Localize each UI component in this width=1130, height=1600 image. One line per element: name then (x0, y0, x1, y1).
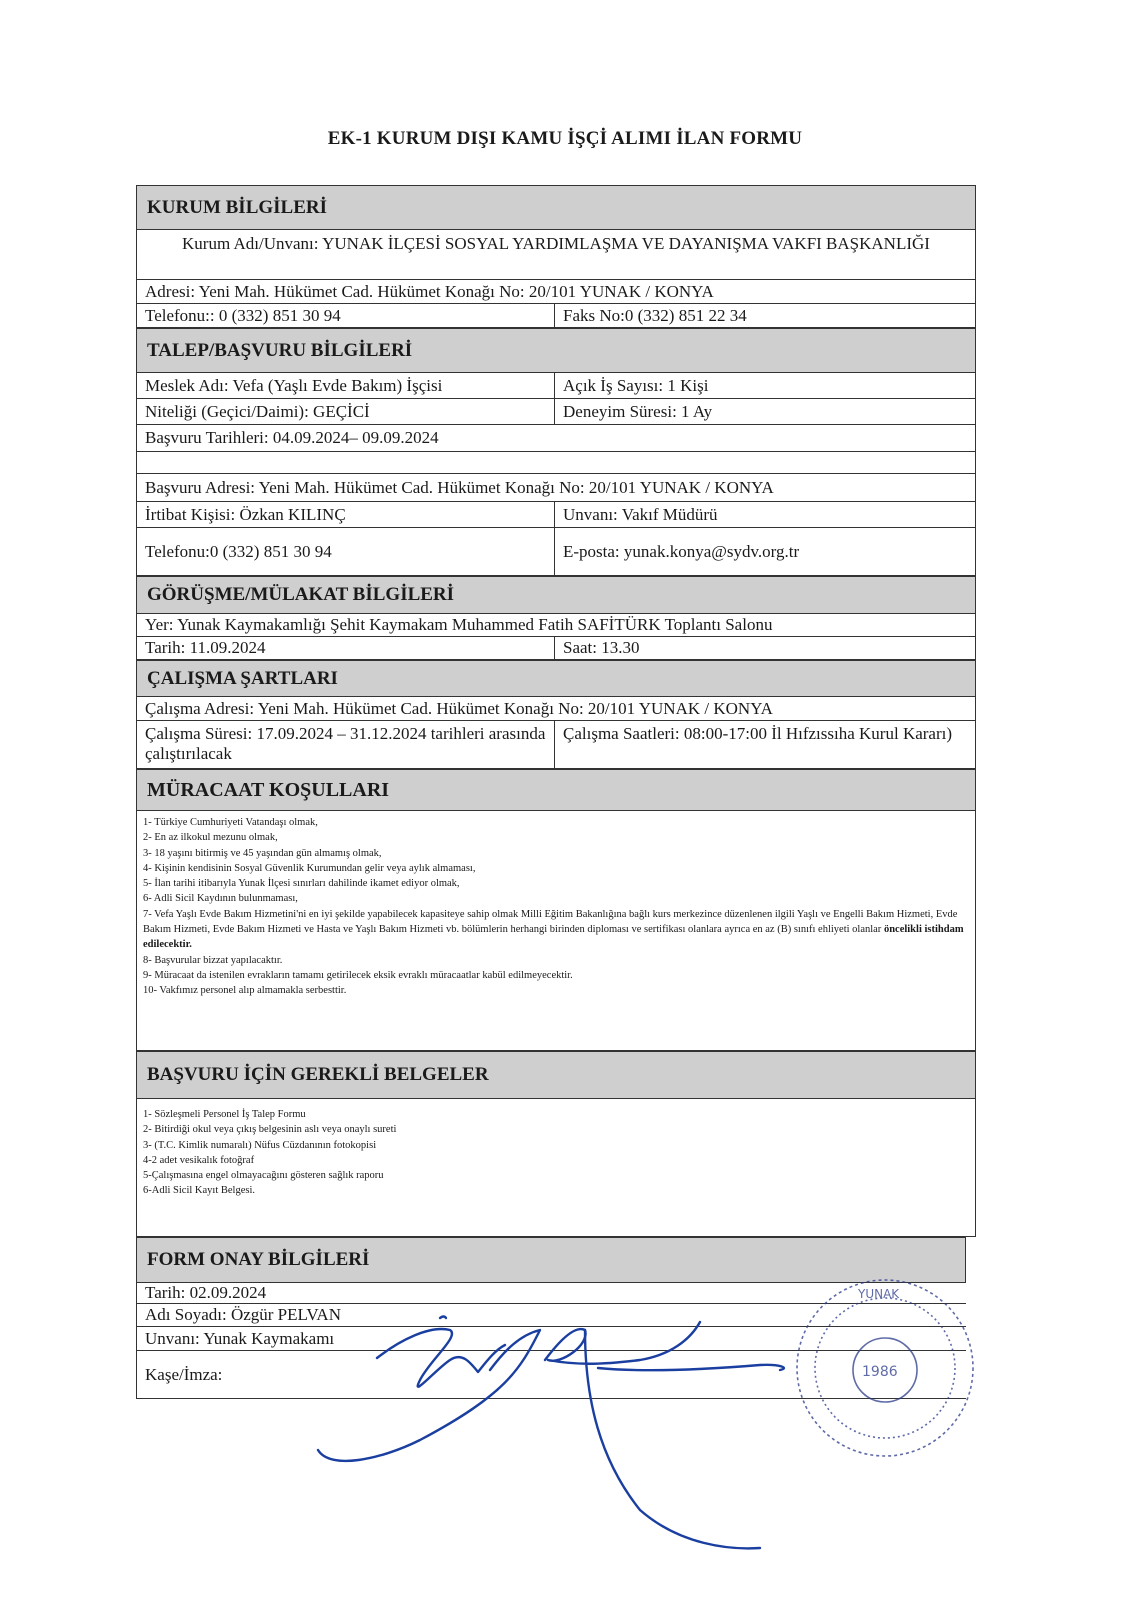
acik-is-sayisi: Açık İş Sayısı: 1 Kişi (554, 373, 977, 398)
gorusme-saat: Saat: 13.30 (554, 637, 977, 659)
row-calisma-sure (136, 721, 976, 769)
irtibat-kisisi: İrtibat Kişisi: Özkan KILINÇ (145, 504, 346, 524)
belge-item: 4-2 adet vesikalık fotoğraf (143, 1154, 255, 1166)
basvuru-adresi: Başvuru Adresi: Yeni Mah. Hükümet Cad. Hükümet Konağı No: 20/101 YUNAK / KONYA (145, 477, 774, 497)
calisma-suresi: Çalışma Süresi: 17.09.2024 – 31.12.2024 tarihleri arasında çalıştırılacak (145, 724, 546, 763)
section-header-gorusme: GÖRÜŞME/MÜLAKAT BİLGİLERİ (136, 576, 976, 614)
belge-item: 2- Bitirdiği okul veya çıkış belgesinin aslı veya onaylı sureti (143, 1124, 397, 1136)
irtibat-unvani: Unvanı: Vakıf Müdürü (554, 502, 977, 527)
onay-adi-soyadi: Adı Soyadı: Özgür PELVAN (145, 1305, 341, 1324)
section-header-calisma: ÇALIŞMA ŞARTLARI (136, 660, 976, 697)
calisma-adresi: Çalışma Adresi: Yeni Mah. Hükümet Cad. Hükümet Konağı No: 20/101 YUNAK / KONYA (145, 698, 773, 718)
muracaat-item: 8- Başvurular bizzat yapılacaktır. (143, 954, 283, 966)
row-basvuru-adresi (136, 474, 976, 502)
niteligi: Niteliği (Geçici/Daimi): GEÇİCİ (145, 401, 370, 421)
section-header-kurum: KURUM BİLGİLERİ (136, 185, 976, 230)
row-onay-unvan (136, 1327, 966, 1351)
muracaat-item: 9- Müracaat da istenilen evrakların tamamı getirilecek eksik evraklı müracaatlar kabül edilmeyecektir. (143, 969, 573, 981)
row-yer (136, 614, 976, 637)
row-kurum-adres (136, 280, 976, 304)
muracaat-item: 3- 18 yaşını bitirmiş ve 45 yaşından gün almamış olmak, (143, 847, 382, 859)
basvuru-tarihleri: Başvuru Tarihleri: 04.09.2024– 09.09.2024 (145, 428, 439, 447)
onay-kase-imza: Kaşe/İmza: (145, 1364, 223, 1384)
belge-item: 3- (T.C. Kimlik numaralı) Nüfus Cüzdanının fotokopisi (143, 1139, 377, 1151)
talep-telefon: Telefonu:0 (332) 851 30 94 (145, 541, 332, 561)
calisma-saatleri: Çalışma Saatleri: 08:00-17:00 İl Hıfzıssıha Kurul Kararı) (554, 721, 977, 768)
muracaat-list (136, 811, 976, 1051)
page-title: EK-1 KURUM DIŞI KAMU İŞÇİ ALIMI İLAN FORMU (327, 128, 803, 149)
belge-item: 1- Sözleşmeli Personel İş Talep Formu (143, 1109, 306, 1120)
row-onay-tarih (136, 1283, 966, 1304)
kurum-faks: Faks No:0 (332) 851 22 34 (554, 304, 977, 327)
onay-unvani: Unvanı: Yunak Kaymakamı (145, 1328, 335, 1348)
section-header-onay: FORM ONAY BİLGİLERİ (136, 1237, 966, 1283)
section-header-muracaat: MÜRACAAT KOŞULLARI (136, 769, 976, 811)
row-irtibat (136, 502, 976, 528)
row-kurum-adi (136, 230, 976, 280)
belge-item: 6-Adli Sicil Kayıt Belgesi. (143, 1185, 255, 1197)
stamp-number: 1986 (862, 1364, 898, 1380)
onay-tarih: Tarih: 02.09.2024 (145, 1283, 267, 1302)
kurum-telefon: Telefonu:: 0 (332) 851 30 94 (145, 305, 341, 325)
muracaat-item: 6- Adli Sicil Kaydının bulunmaması, (143, 893, 298, 905)
row-onay-adi (136, 1304, 966, 1327)
kurum-adi: Kurum Adı/Unvanı: YUNAK İLÇESİ SOSYAL YARDIMLAŞMA VE DAYANIŞMA VAKFI BAŞKANLIĞI (182, 234, 930, 253)
row-telefon-eposta (136, 528, 976, 576)
meslek-adi: Meslek Adı: Vefa (Yaşlı Evde Bakım) İşçisi (145, 375, 443, 395)
row-kurum-telefon (136, 304, 976, 328)
muracaat-item-7-bold: öncelikli istihdam edilecektir. (143, 924, 964, 951)
muracaat-item: 10- Vakfımız personel alıp almamakla serbesttir. (143, 985, 347, 997)
gorusme-tarih: Tarih: 11.09.2024 (145, 638, 266, 657)
deneyim-suresi: Deneyim Süresi: 1 Ay (554, 399, 977, 424)
talep-eposta: E-posta: yunak.konya@sydv.org.tr (554, 528, 977, 575)
stamp-text: YUNAK (858, 1287, 900, 1301)
muracaat-item: 2- En az ilkokul mezunu olmak, (143, 832, 278, 844)
row-calisma-adresi (136, 697, 976, 721)
muracaat-item: 5- İlan tarihi itibarıyla Yunak İlçesi sınırları dahilinde ikamet ediyor olmak, (143, 878, 460, 890)
row-basvuru-tarihleri (136, 425, 976, 452)
section-header-belgeler: BAŞVURU İÇİN GEREKLİ BELGELER (136, 1051, 976, 1099)
muracaat-item-7-text: 7- Vefa Yaşlı Evde Bakım Hizmetini'ni en iyi şekilde yapabilecek kapasiteye sahip olmak Milli Eğitim Bakanlığına bağlı kurs merkezince düzenlenen ilgili Yaşlı ve Engelli Bakım Hizmeti, Evde Bakım Hizmeti, Evde Bakım Hizmeti ve Hasta ve Yaşlı Bakım Hizmeti vb. bölümlerin herhangi birinden diploması ve sertifikası olanlara ayrıca en az (B) sınıfı ehliyeti olanlar (143, 908, 958, 936)
row-tarih-saat (136, 637, 976, 660)
muracaat-item-7 (143, 907, 969, 953)
belgeler-list (136, 1099, 976, 1237)
row-empty (136, 452, 976, 474)
row-onay-kase (136, 1351, 966, 1399)
kurum-adres: Adresi: Yeni Mah. Hükümet Cad. Hükümet Konağı No: 20/101 YUNAK / KONYA (145, 281, 714, 301)
muracaat-item: 4- Kişinin kendisinin Sosyal Güvenlik Kurumundan gelir veya aylık almaması, (143, 862, 476, 874)
row-meslek (136, 373, 976, 399)
row-niteligi (136, 399, 976, 425)
belge-item: 5-Çalışmasına engel olmayacağını gösteren sağlık raporu (143, 1170, 384, 1182)
gorusme-yer: Yer: Yunak Kaymakamlığı Şehit Kaymakam Muhammed Fatih SAFİTÜRK Toplantı Salonu (145, 615, 773, 634)
section-header-talep: TALEP/BAŞVURU BİLGİLERİ (136, 328, 976, 373)
muracaat-item: 1- Türkiye Cumhuriyeti Vatandaşı olmak, (143, 817, 318, 828)
